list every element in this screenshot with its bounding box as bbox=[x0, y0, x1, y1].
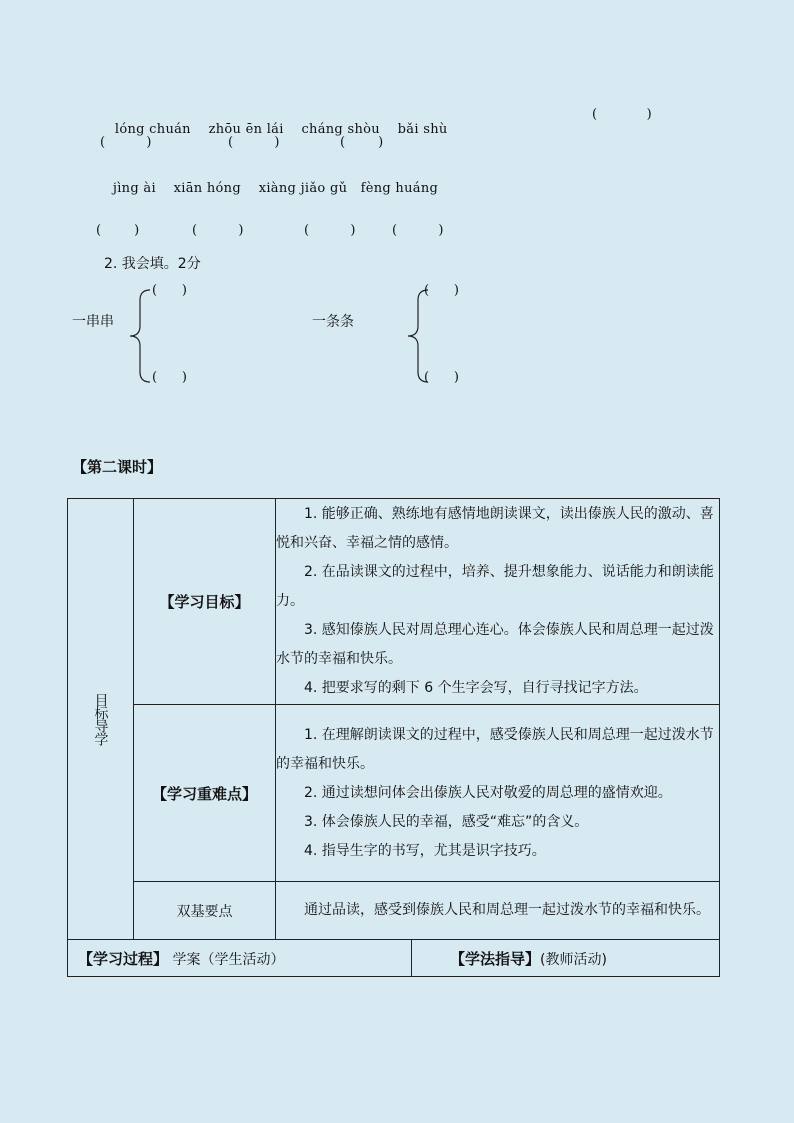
pinyin-row-1 bbox=[106, 107, 448, 137]
goals-label: 【学习目标】 bbox=[134, 499, 276, 705]
difficulty-item: 1. 在理解朗读课文的过程中，感受傣族人民和周总理一起过泼水节的幸福和快乐。 bbox=[276, 726, 714, 772]
difficulty-item: 3. 体会傣族人民的幸福，感受“难忘”的含义。 bbox=[304, 813, 589, 830]
exercise-2-title: 2. 我会填。2分 bbox=[104, 256, 201, 272]
goal-item: 4. 把要求写的剩下 6 个生字会写，自行寻找记字方法。 bbox=[304, 680, 648, 696]
answer-blank[interactable]: ( ) bbox=[340, 135, 384, 150]
guide-label: 【学法指导】 bbox=[450, 949, 541, 968]
guide-header bbox=[412, 940, 720, 977]
answer-blank[interactable]: ( ) bbox=[192, 223, 244, 238]
guide-note: (教师活动) bbox=[540, 951, 607, 968]
pinyin-row-2 bbox=[104, 166, 438, 196]
basics-label: 双基要点 bbox=[134, 882, 276, 940]
pinyin-word: zhōu ēn lái bbox=[208, 122, 284, 137]
side-label-cell bbox=[68, 499, 134, 940]
pinyin-word: jìng ài bbox=[112, 181, 156, 196]
basics-content bbox=[276, 882, 720, 940]
pinyin-word: cháng shòu bbox=[301, 122, 380, 137]
pinyin-word: fèng huáng bbox=[360, 181, 439, 196]
difficulty-item: 4. 指导生字的书写，尤其是识字技巧。 bbox=[304, 842, 546, 859]
pinyin-word: lóng chuán bbox=[114, 122, 191, 137]
answer-blank[interactable]: ( ) bbox=[392, 223, 444, 238]
answer-blank[interactable]: ( ) bbox=[228, 135, 280, 150]
goal-item: 3. 感知傣族人民对周总理心连心。体会傣族人民和周总理一起过泼水节的幸福和快乐。 bbox=[276, 622, 714, 667]
pinyin-word: xiàng jiǎo gǔ bbox=[258, 181, 348, 196]
fill-slot[interactable]: ( ) bbox=[152, 283, 187, 298]
fill-slot[interactable]: ( ) bbox=[424, 370, 459, 385]
fill-slot[interactable]: ( ) bbox=[152, 370, 187, 385]
answer-blank[interactable]: ( ) bbox=[96, 223, 140, 238]
right-word: 一条条 bbox=[312, 314, 354, 330]
process-label: 【学习过程】 bbox=[78, 949, 169, 968]
left-word: 一串串 bbox=[72, 314, 114, 330]
difficulty-item: 2. 通过读想问体会出傣族人民对敬爱的周总理的盛情欢迎。 bbox=[304, 784, 672, 801]
difficulty-label: 【学习重难点】 bbox=[134, 705, 276, 882]
process-note: 学案（学生活动） bbox=[172, 951, 285, 968]
pinyin-word: bǎi shù bbox=[397, 122, 448, 137]
fill-slot[interactable]: ( ) bbox=[424, 283, 459, 298]
goal-item: 2. 在品读课文的过程中，培养、提升想象能力、说话能力和朗读能力。 bbox=[276, 564, 714, 609]
section-heading: 【第二课时】 bbox=[72, 458, 163, 476]
process-header bbox=[68, 940, 412, 977]
basics-text: 通过品读，感受到傣族人民和周总理一起过泼水节的幸福和快乐。 bbox=[304, 902, 710, 918]
difficulty-content bbox=[276, 705, 720, 882]
goals-content bbox=[276, 499, 720, 705]
answer-blank[interactable]: ( ) bbox=[100, 135, 152, 150]
goal-item: 1. 能够正确、熟练地有感情地朗读课文，读出傣族人民的激动、喜悦和兴奋、幸福之情的感情。 bbox=[276, 506, 714, 551]
left-brace-icon bbox=[128, 286, 154, 386]
lesson-plan-table bbox=[67, 498, 720, 977]
answer-blank[interactable]: ( ) bbox=[304, 223, 356, 238]
pinyin-word: xiān hóng bbox=[173, 181, 241, 196]
side-label: 目标导学 bbox=[92, 693, 109, 745]
answer-blank[interactable]: ( ) bbox=[592, 107, 652, 122]
